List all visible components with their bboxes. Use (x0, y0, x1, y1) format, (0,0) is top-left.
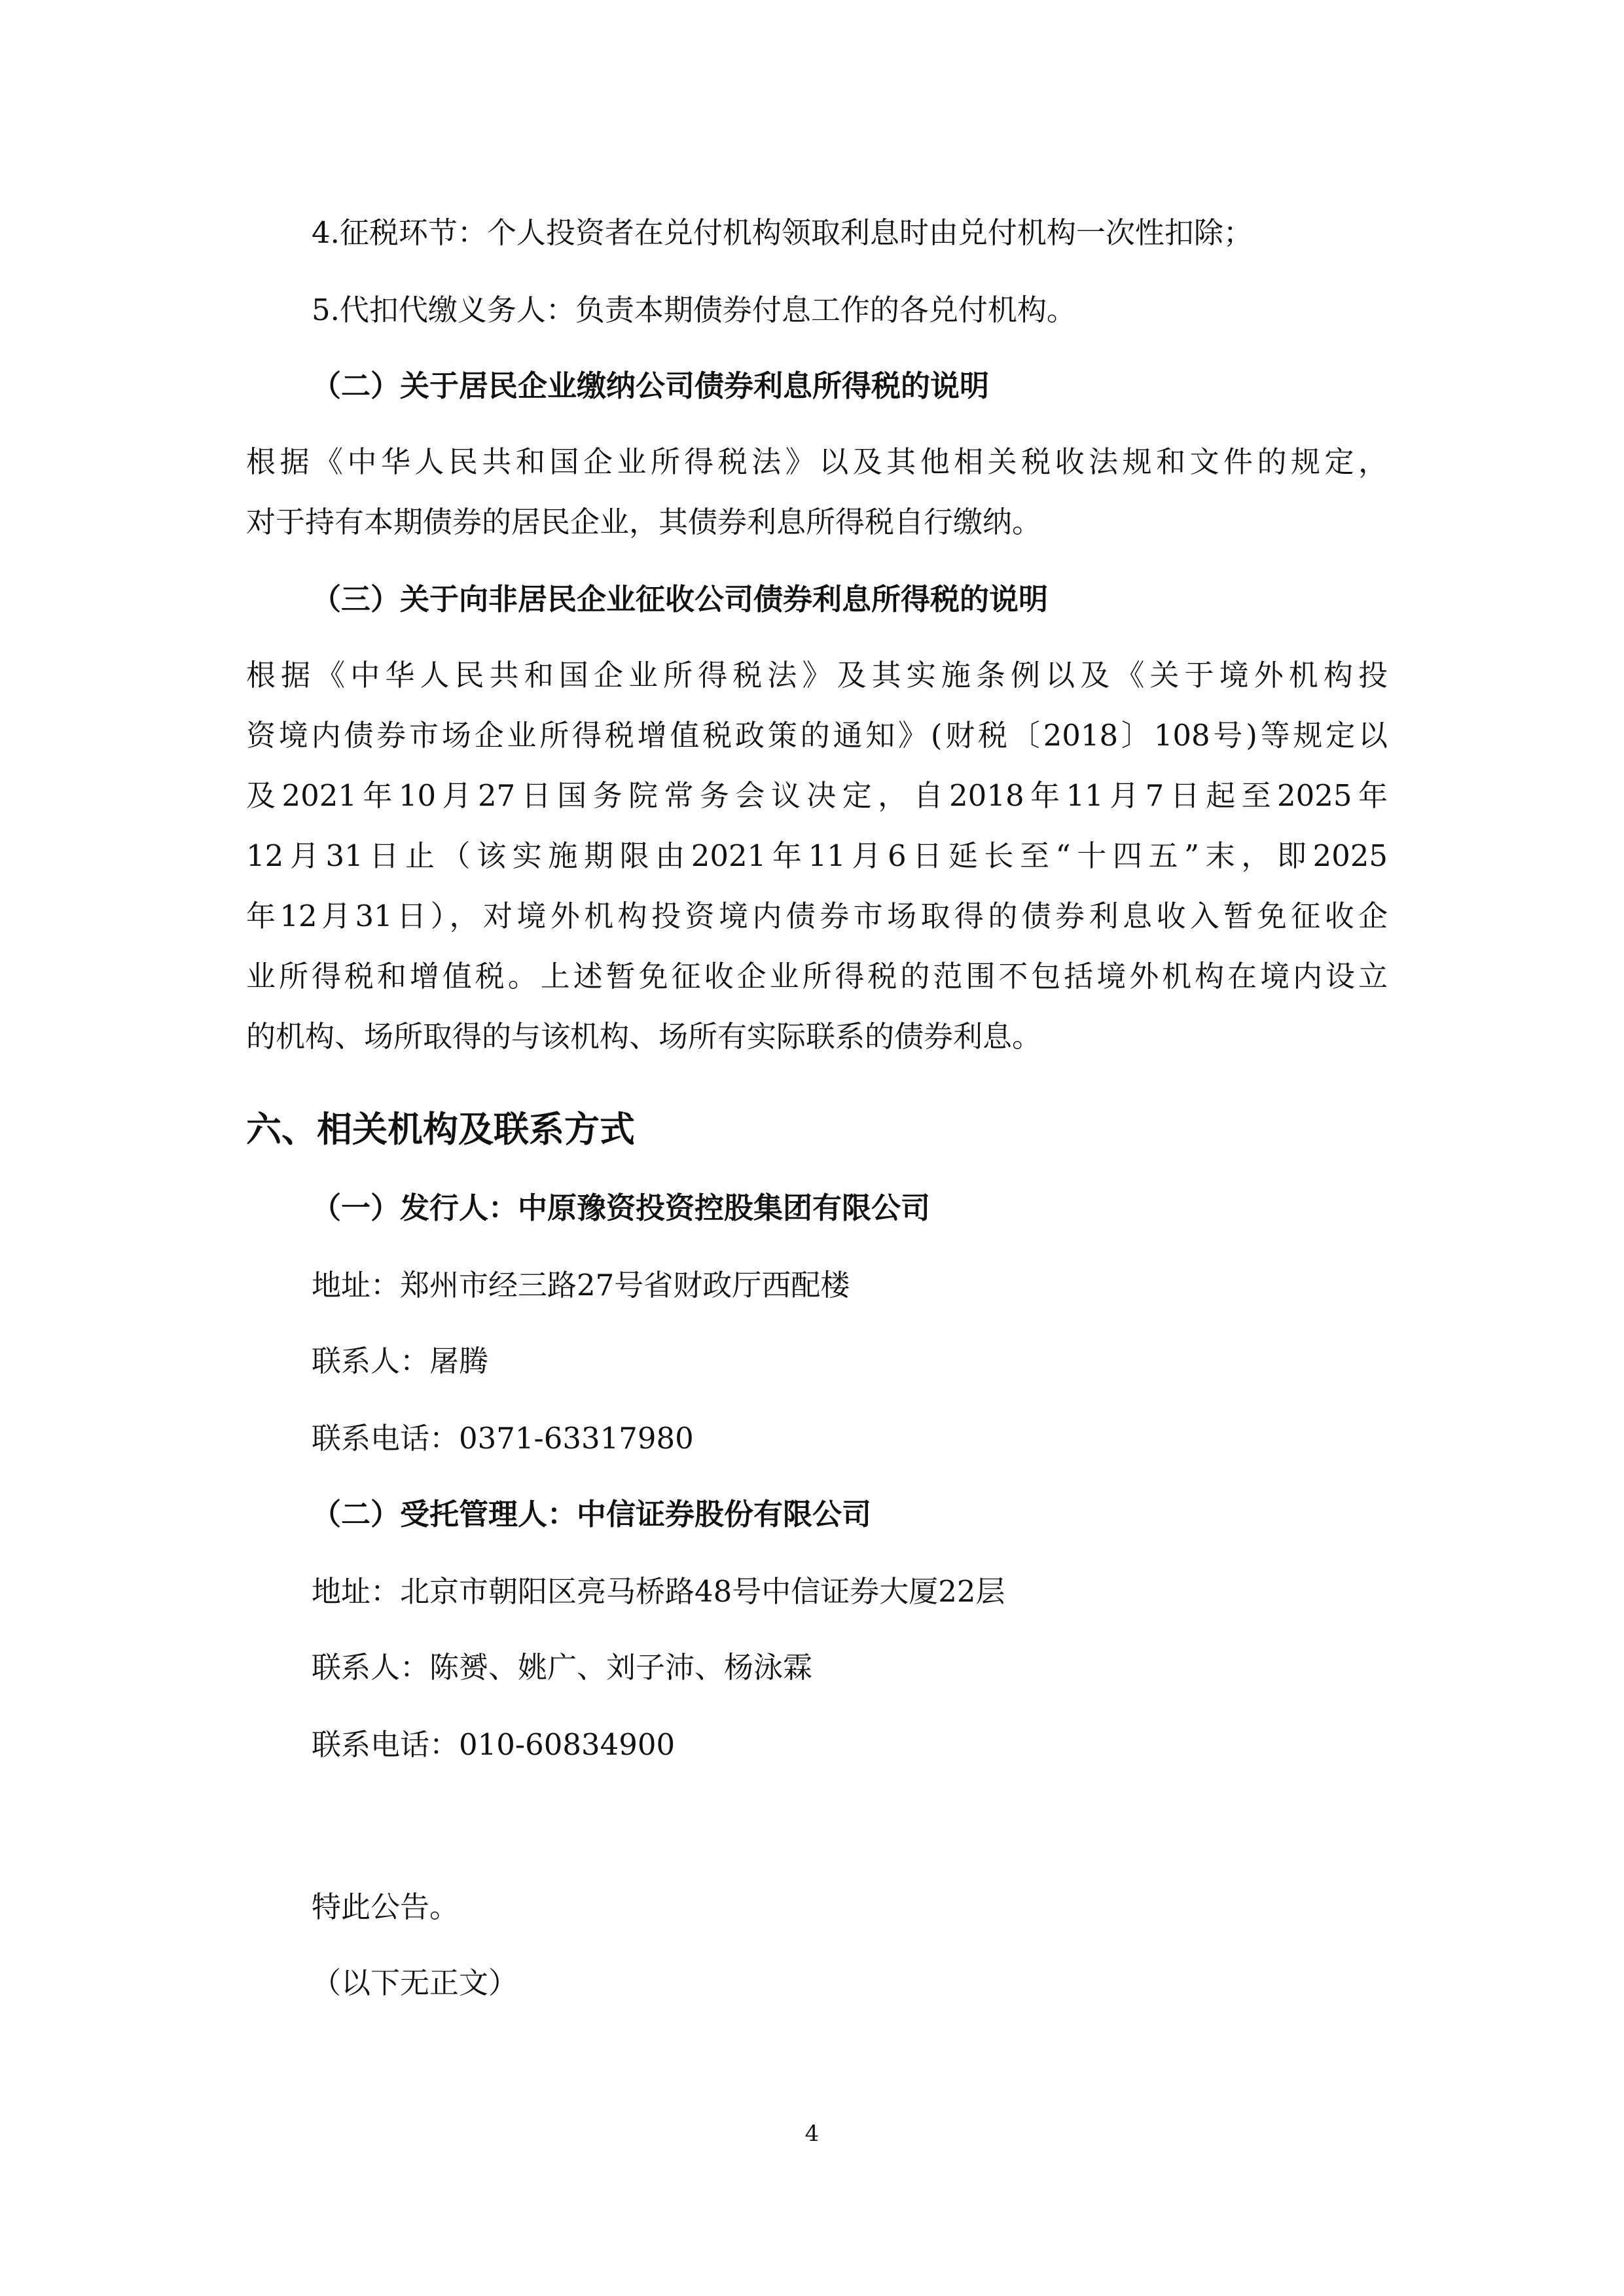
issuer-phone: 联系电话：0371-63317980 (312, 1421, 694, 1456)
tax-stage-item: 4.征税环节：个人投资者在兑付机构领取利息时由兑付机构一次性扣除； (312, 215, 1253, 250)
resident-enterprise-para-line: 根据《中华人民共和国企业所得税法》以及其他相关税收法规和文件的规定， (246, 444, 1388, 479)
closing-statement: 特此公告。 (312, 1890, 460, 1924)
trustee-contact: 联系人：陈赟、姚广、刘子沛、杨泳霖 (312, 1650, 813, 1685)
no-further-text-note: （以下无正文） (312, 1965, 518, 2000)
issuer-subheading: （一）发行人：中原豫资投资控股集团有限公司 (312, 1191, 931, 1225)
non-resident-para-line: 及2021年10月27日国务院常务会议决定，自2018年11月7日起至2025年 (246, 778, 1388, 813)
issuer-address: 地址：郑州市经三路27号省财政厅西配楼 (312, 1268, 850, 1302)
non-resident-enterprise-subheading: （三）关于向非居民企业征收公司债券利息所得税的说明 (312, 582, 1049, 617)
trustee-phone: 联系电话：010-60834900 (312, 1727, 676, 1762)
non-resident-para-line: 业所得税和增值税。上述暂免征收企业所得税的范围不包括境外机构在境内设立 (246, 959, 1388, 994)
non-resident-para-line: 资境内债券市场企业所得税增值税政策的通知》(财税〔2018〕108号)等规定以 (246, 718, 1388, 753)
resident-enterprise-subheading: （二）关于居民企业缴纳公司债券利息所得税的说明 (312, 368, 990, 403)
non-resident-para-line: 年12月31日），对境外机构投资境内债券市场取得的债券利息收入暂免征收企 (246, 899, 1388, 933)
non-resident-para-line: 根据《中华人民共和国企业所得税法》及其实施条例以及《关于境外机构投 (246, 658, 1388, 692)
non-resident-para-line: 的机构、场所取得的与该机构、场所有实际联系的债券利息。 (246, 1019, 1042, 1054)
trustee-subheading: （二）受托管理人：中信证券股份有限公司 (312, 1497, 872, 1532)
trustee-address: 地址：北京市朝阳区亮马桥路48号中信证券大厦22层 (312, 1574, 1005, 1609)
withholding-agent-item: 5.代扣代缴义务人：负责本期债券付息工作的各兑付机构。 (312, 293, 1076, 327)
issuer-contact: 联系人：屠腾 (312, 1344, 489, 1378)
resident-enterprise-para-line: 对于持有本期债券的居民企业，其债券利息所得税自行缴纳。 (246, 505, 1042, 539)
non-resident-para-line: 12月31日止（该实施期限由2021年11月6日延长至“十四五”末，即2025 (246, 838, 1388, 873)
section-six-heading: 六、相关机构及联系方式 (246, 1108, 635, 1150)
page-number: 4 (804, 2121, 820, 2147)
